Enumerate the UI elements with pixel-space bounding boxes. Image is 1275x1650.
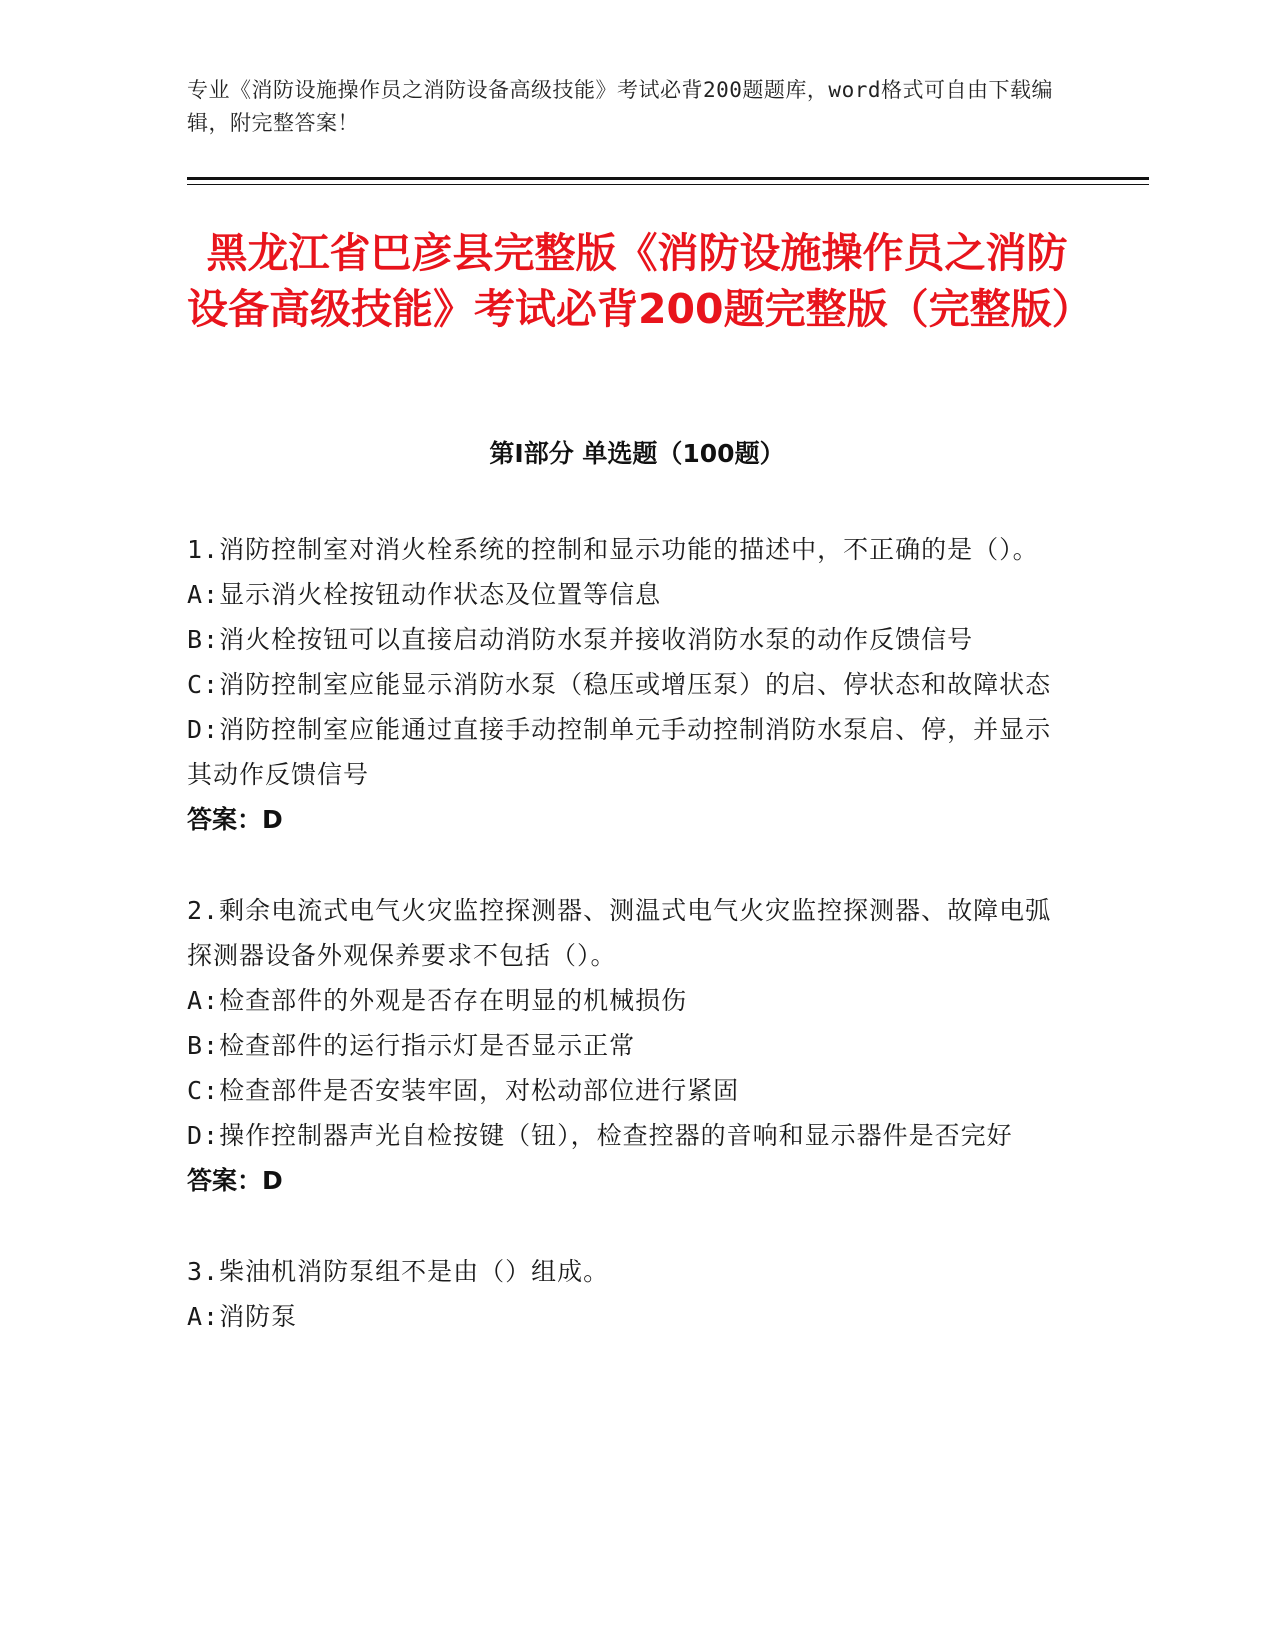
header-divider-thin [187, 184, 1149, 185]
question-stem: 3.柴油机消防泵组不是由（）组成。 [187, 1257, 610, 1286]
option-a: A:消防泵 [187, 1302, 298, 1331]
section-title: 第I部分 单选题（100题） [489, 439, 785, 468]
question-item [187, 527, 1067, 842]
header-note: 专业《消防设施操作员之消防设备高级技能》考试必背200题题库，word格式可自由下载编辑，附完整答案！ [187, 78, 1053, 135]
option-c: C:检查部件是否安装牢固，对松动部位进行紧固 [187, 1076, 740, 1105]
option-d: D:消防控制室应能通过直接手动控制单元手动控制消防水泵启、停，并显示其动作反馈信号 [187, 715, 1052, 789]
option-d: D:操作控制器声光自检按键（钮），检查控器的音响和显示器件是否完好 [187, 1121, 1013, 1150]
option-b: B:检查部件的运行指示灯是否显示正常 [187, 1031, 636, 1060]
question-list [187, 527, 1067, 1385]
question-stem: 2.剩余电流式电气火灾监控探测器、测温式电气火灾监控探测器、故障电弧探测器设备外观保养要求不包括（）。 [187, 896, 1052, 970]
header-divider-thick [187, 177, 1149, 180]
option-a: A:检查部件的外观是否存在明显的机械损伤 [187, 986, 688, 1015]
option-a: A:显示消火栓按钮动作状态及位置等信息 [187, 580, 662, 609]
option-b: B:消火栓按钮可以直接启动消防水泵并接收消防水泵的动作反馈信号 [187, 625, 974, 654]
option-c: C:消防控制室应能显示消防水泵（稳压或增压泵）的启、停状态和故障状态 [187, 670, 1052, 699]
question-stem: 1.消防控制室对消火栓系统的控制和显示功能的描述中，不正确的是（）。 [187, 535, 1039, 564]
document-title: 黑龙江省巴彦县完整版《消防设施操作员之消防设备高级技能》考试必背200题完整版（完整版） [187, 229, 1093, 333]
question-item [187, 1249, 1067, 1339]
answer: 答案：D [187, 805, 283, 834]
answer: 答案：D [187, 1166, 283, 1195]
question-item [187, 888, 1067, 1203]
